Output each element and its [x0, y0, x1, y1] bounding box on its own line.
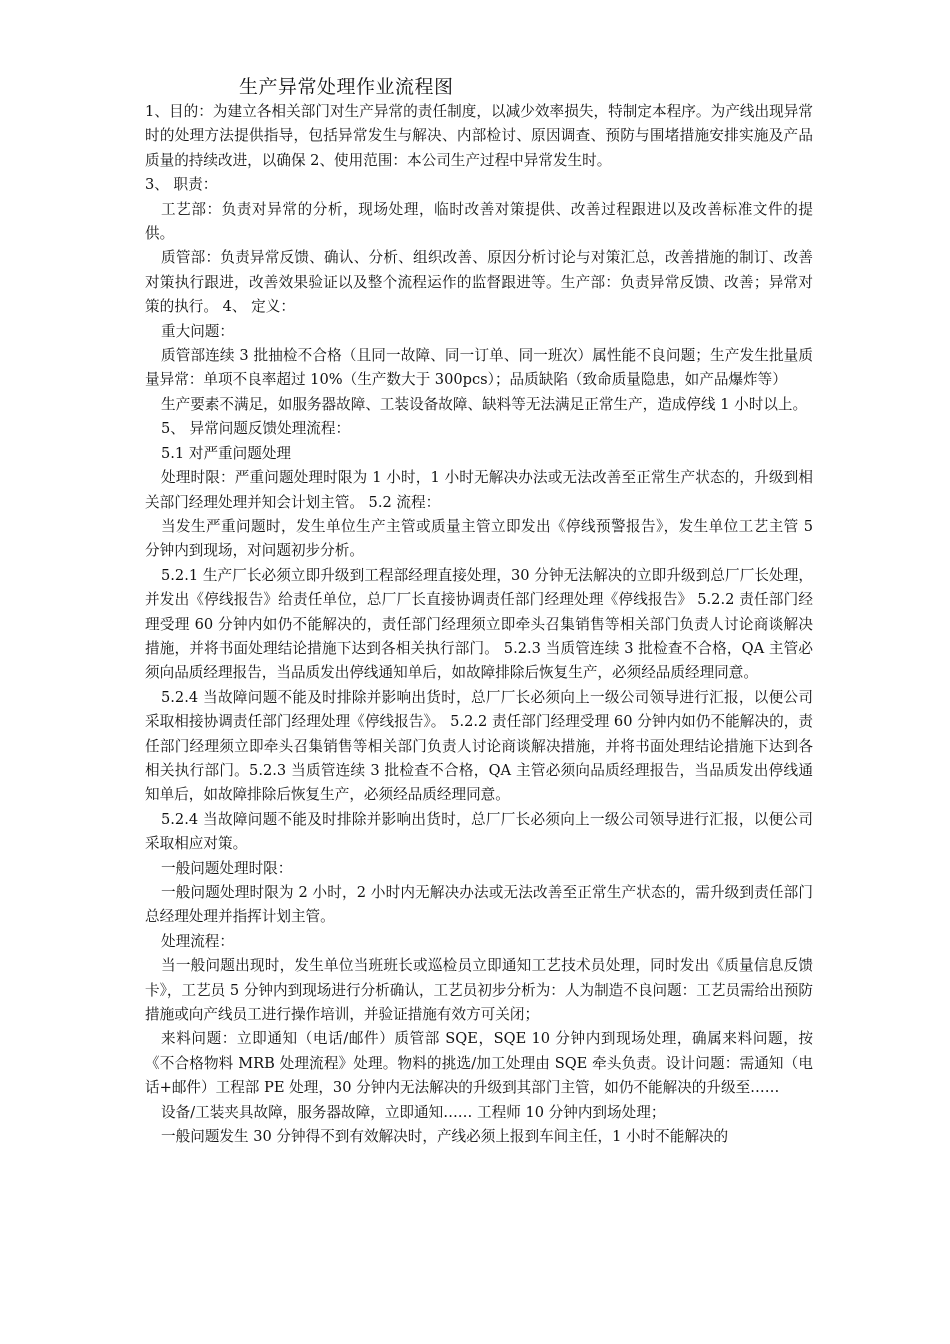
paragraph: 5.2.4 当故障问题不能及时排除并影响出货时，总厂厂长必须向上一级公司领导进行汇报，以便公司采取相接协调责任部门经理处理《停线报告》。 5.2.2 责任部门经理受理 60 分钟内如仍不能解决的，责任部门经理须立即牵头召集销售等相关部门负责人讨论商谈解决措施，并将书面处理结论措施下达到各相关执行部门。5.2.3 当质管连续 3 批检查不合格，QA 主管必须向品质经理报告，当品质发出停线通知单后，如故障排除后恢复生产，必须经品质经理同意。	[145, 688, 813, 804]
paragraph: 当一般问题出现时，发生单位当班班长或巡检员立即通知工艺技术员处理，同时发出《质量信息反馈卡》，工艺员 5 分钟内到现场进行分析确认，工艺员初步分析为：人为制造不良问题：工艺员需给出预防措施或向产线员工进行操作培训，并验证措施有效方可关闭；	[145, 957, 813, 1024]
paragraph: 一般问题处理时限：	[161, 859, 293, 877]
paragraph: 质管部连续 3 批抽检不合格（且同一故障、同一订单、同一班次）属性能不良问题；生产发生批量质量异常：单项不良率超过 10%（生产数大于 300pcs）；品质缺陷（致命质量隐患，如产品爆炸等）	[145, 347, 813, 389]
paragraph: 一般问题处理时限为 2 小时，2 小时内无解决办法或无法改善至正常生产状态的，需升级到责任部门总经理处理并指挥计划主管。	[145, 884, 813, 926]
paragraph: 5.2.1 生产厂长必须立即升级到工程部经理直接处理，30 分钟无法解决的立即升级到总厂厂长处理，并发出《停线报告》给责任单位，总厂厂长直接协调责任部门经理处理《停线报告》 5.2.2 责任部门经理受理 60 分钟内如仍不能解决的，责任部门经理须立即牵头召集销售等相关部门负责人讨论商谈解决措施，并将书面处理结论措施下达到各相关执行部门。 5.2.3 当质管连续 3 批检查不合格，QA 主管必须向品质经理报告，当品质发出停线通知单后，如故障排除后恢复生产，必须经品质经理同意。	[145, 566, 813, 682]
paragraph: 一般问题发生 30 分钟得不到有效解决时，产线必须上报到车间主任，1 小时不能解决的	[161, 1128, 729, 1146]
paragraph: 5.2.4 当故障问题不能及时排除并影响出货时，总厂厂长必须向上一级公司领导进行汇报，以便公司采取相应对策。	[145, 810, 813, 853]
document-title: 生产异常处理作业流程图	[239, 76, 454, 98]
paragraph: 重大问题：	[161, 322, 234, 340]
paragraph: 1、目的：为建立各相关部门对生产异常的责任制度，以减少效率损失，特制定本程序。为产线出现异常时的处理方法提供指导，包括异常发生与解决、内部检讨、原因调查、预防与围堵措施安排实施及产品质量的持续改进，以确保 2、使用范围：本公司生产过程中异常发生时。	[145, 103, 813, 169]
paragraph: 5、 异常问题反馈处理流程：	[161, 420, 351, 438]
document-body	[145, 100, 813, 1149]
paragraph: 工艺部：负责对异常的分析，现场处理，临时改善对策提供、改善过程跟进以及改善标准文件的提供。	[145, 200, 813, 243]
paragraph: 处理时限：严重问题处理时限为 1 小时，1 小时无解决办法或无法改善至正常生产状态的，升级到相关部门经理处理并知会计划主管。 5.2 流程：	[145, 469, 813, 511]
paragraph: 处理流程：	[161, 932, 234, 950]
paragraph: 设备/工装夹具故障，服务器故障，立即通知…… 工程师 10 分钟内到场处理；	[161, 1103, 666, 1121]
paragraph: 当发生严重问题时，发生单位生产主管或质量主管立即发出《停线预警报告》，发生单位工艺主管 5 分钟内到现场，对问题初步分析。	[145, 517, 813, 560]
paragraph: 来料问题：立即通知（电话/邮件）质管部 SQE，SQE 10 分钟内到现场处理，确属来料问题，按《不合格物料 MRB 处理流程》处理。物料的挑选/加工处理由 SQE 牵头负责。设计问题：需通知（电话+邮件）工程部 PE 处理，30 分钟内无法解决的升级到其部门主管，如仍不能解决的升级至……	[145, 1030, 813, 1097]
paragraph: 生产要素不满足，如服务器故障、工装设备故障、缺料等无法满足正常生产，造成停线 1 小时以上。	[161, 395, 808, 413]
paragraph: 质管部：负责异常反馈、确认、分析、组织改善、原因分析讨论与对策汇总，改善措施的制订、改善对策执行跟进，改善效果验证以及整个流程运作的监督跟进等。生产部：负责异常反馈、改善；异常对策的执行。 4、 定义：	[145, 249, 813, 316]
paragraph: 3、 职责：	[145, 176, 218, 194]
document-page	[145, 74, 813, 1149]
paragraph: 5.1 对严重问题处理	[161, 444, 292, 462]
